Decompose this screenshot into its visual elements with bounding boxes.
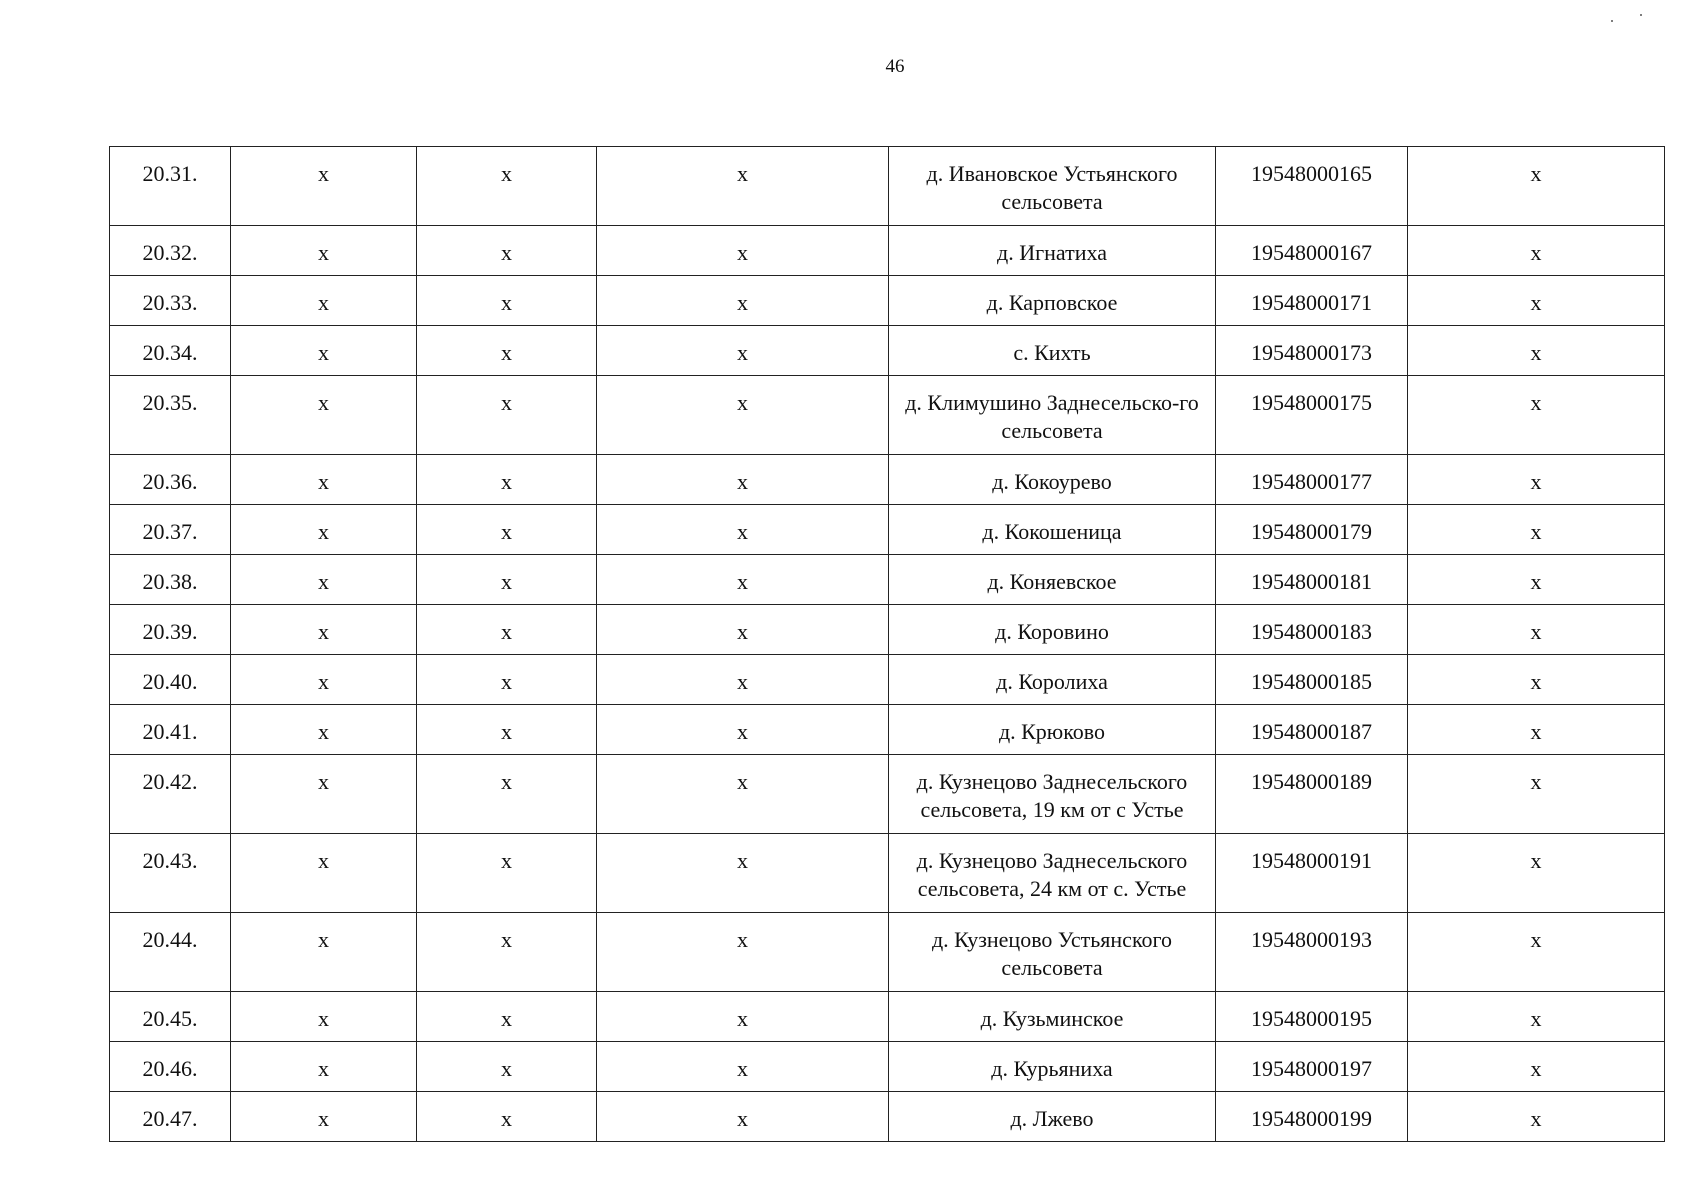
oktmo-code-cell: 19548000191 — [1216, 834, 1408, 913]
x-mark-cell: х — [597, 992, 889, 1042]
x-mark-cell: х — [1408, 755, 1665, 834]
x-mark-cell: х — [1408, 913, 1665, 992]
row-number-cell: 20.34. — [110, 326, 231, 376]
oktmo-code-cell: 19548000173 — [1216, 326, 1408, 376]
settlement-name-cell: д. Ивановское Устьянского сельсовета — [889, 147, 1216, 226]
row-number-cell: 20.39. — [110, 605, 231, 655]
table-row — [110, 376, 1665, 455]
x-mark-cell: х — [231, 705, 417, 755]
row-number-cell: 20.31. — [110, 147, 231, 226]
x-mark-cell: х — [1408, 605, 1665, 655]
x-mark-cell: х — [417, 834, 597, 913]
oktmo-code-cell: 19548000199 — [1216, 1092, 1408, 1142]
row-number-cell: 20.43. — [110, 834, 231, 913]
settlement-name-cell: д. Лжево — [889, 1092, 1216, 1142]
oktmo-code-cell: 19548000197 — [1216, 1042, 1408, 1092]
x-mark-cell: х — [1408, 834, 1665, 913]
x-mark-cell: х — [1408, 992, 1665, 1042]
x-mark-cell: х — [1408, 555, 1665, 605]
x-mark-cell: х — [597, 913, 889, 992]
row-number-cell: 20.35. — [110, 376, 231, 455]
x-mark-cell: х — [1408, 1042, 1665, 1092]
x-mark-cell: х — [1408, 705, 1665, 755]
x-mark-cell: х — [231, 147, 417, 226]
oktmo-code-cell: 19548000181 — [1216, 555, 1408, 605]
row-number-cell: 20.42. — [110, 755, 231, 834]
x-mark-cell: х — [1408, 455, 1665, 505]
settlement-name-cell: д. Кузнецово Заднесельского сельсовета, 19 км от с Устье — [889, 755, 1216, 834]
table-row — [110, 1092, 1665, 1142]
table-row — [110, 1042, 1665, 1092]
settlement-name-cell: д. Коровино — [889, 605, 1216, 655]
x-mark-cell: х — [1408, 376, 1665, 455]
x-mark-cell: х — [597, 226, 889, 276]
oktmo-code-cell: 19548000175 — [1216, 376, 1408, 455]
x-mark-cell: х — [417, 1042, 597, 1092]
table-body — [110, 147, 1665, 1142]
oktmo-code-cell: 19548000167 — [1216, 226, 1408, 276]
x-mark-cell: х — [1408, 655, 1665, 705]
table-row — [110, 834, 1665, 913]
settlement-name-cell: д. Королиха — [889, 655, 1216, 705]
x-mark-cell: х — [417, 605, 597, 655]
x-mark-cell: х — [417, 655, 597, 705]
x-mark-cell: х — [231, 505, 417, 555]
x-mark-cell: х — [1408, 326, 1665, 376]
table-row — [110, 705, 1665, 755]
row-number-cell: 20.45. — [110, 992, 231, 1042]
settlement-table — [109, 146, 1665, 1142]
oktmo-code-cell: 19548000185 — [1216, 655, 1408, 705]
x-mark-cell: х — [417, 1092, 597, 1142]
settlement-name-cell: д. Крюково — [889, 705, 1216, 755]
x-mark-cell: х — [1408, 1092, 1665, 1142]
settlement-name-cell: д. Кузьминское — [889, 992, 1216, 1042]
table-row — [110, 326, 1665, 376]
page-number: 46 — [885, 56, 905, 77]
x-mark-cell: х — [231, 992, 417, 1042]
oktmo-code-cell: 19548000171 — [1216, 276, 1408, 326]
x-mark-cell: х — [597, 834, 889, 913]
settlement-name-cell: д. Кузнецово Устьянского сельсовета — [889, 913, 1216, 992]
x-mark-cell: х — [597, 555, 889, 605]
settlement-name-cell: д. Карповское — [889, 276, 1216, 326]
x-mark-cell: х — [597, 605, 889, 655]
x-mark-cell: х — [231, 455, 417, 505]
x-mark-cell: х — [1408, 276, 1665, 326]
oktmo-code-cell: 19548000179 — [1216, 505, 1408, 555]
x-mark-cell: х — [417, 505, 597, 555]
table-row — [110, 992, 1665, 1042]
oktmo-code-cell: 19548000177 — [1216, 455, 1408, 505]
table-row — [110, 555, 1665, 605]
table-row — [110, 226, 1665, 276]
table-row — [110, 276, 1665, 326]
settlement-name-cell: д. Кокоурево — [889, 455, 1216, 505]
x-mark-cell: х — [231, 605, 417, 655]
oktmo-code-cell: 19548000187 — [1216, 705, 1408, 755]
x-mark-cell: х — [231, 1092, 417, 1142]
x-mark-cell: х — [231, 276, 417, 326]
row-number-cell: 20.33. — [110, 276, 231, 326]
settlement-name-cell: с. Кихть — [889, 326, 1216, 376]
row-number-cell: 20.44. — [110, 913, 231, 992]
x-mark-cell: х — [417, 913, 597, 992]
x-mark-cell: х — [231, 1042, 417, 1092]
x-mark-cell: х — [417, 326, 597, 376]
scan-speck — [1611, 20, 1613, 22]
row-number-cell: 20.37. — [110, 505, 231, 555]
scan-speck — [1640, 14, 1642, 16]
table-row — [110, 605, 1665, 655]
table-row — [110, 655, 1665, 705]
x-mark-cell: х — [231, 913, 417, 992]
row-number-cell: 20.36. — [110, 455, 231, 505]
x-mark-cell: х — [417, 555, 597, 605]
oktmo-code-cell: 19548000193 — [1216, 913, 1408, 992]
oktmo-code-cell: 19548000165 — [1216, 147, 1408, 226]
x-mark-cell: х — [597, 655, 889, 705]
x-mark-cell: х — [417, 992, 597, 1042]
row-number-cell: 20.46. — [110, 1042, 231, 1092]
row-number-cell: 20.47. — [110, 1092, 231, 1142]
row-number-cell: 20.41. — [110, 705, 231, 755]
x-mark-cell: х — [231, 755, 417, 834]
row-number-cell: 20.40. — [110, 655, 231, 705]
row-number-cell: 20.32. — [110, 226, 231, 276]
table-row — [110, 913, 1665, 992]
table-row — [110, 147, 1665, 226]
x-mark-cell: х — [597, 147, 889, 226]
table-row — [110, 755, 1665, 834]
x-mark-cell: х — [231, 834, 417, 913]
oktmo-code-cell: 19548000195 — [1216, 992, 1408, 1042]
x-mark-cell: х — [597, 376, 889, 455]
x-mark-cell: х — [417, 455, 597, 505]
x-mark-cell: х — [1408, 505, 1665, 555]
x-mark-cell: х — [1408, 226, 1665, 276]
x-mark-cell: х — [597, 326, 889, 376]
x-mark-cell: х — [417, 755, 597, 834]
settlement-name-cell: д. Климушино Заднесельско-го сельсовета — [889, 376, 1216, 455]
x-mark-cell: х — [231, 655, 417, 705]
row-number-cell: 20.38. — [110, 555, 231, 605]
x-mark-cell: х — [597, 705, 889, 755]
x-mark-cell: х — [417, 376, 597, 455]
settlement-name-cell: д. Кокошеница — [889, 505, 1216, 555]
x-mark-cell: х — [597, 505, 889, 555]
oktmo-code-cell: 19548000183 — [1216, 605, 1408, 655]
x-mark-cell: х — [597, 1092, 889, 1142]
x-mark-cell: х — [231, 326, 417, 376]
settlement-name-cell: д. Курьяниха — [889, 1042, 1216, 1092]
x-mark-cell: х — [231, 376, 417, 455]
x-mark-cell: х — [597, 1042, 889, 1092]
settlement-name-cell: д. Игнатиха — [889, 226, 1216, 276]
settlement-name-cell: д. Коняевское — [889, 555, 1216, 605]
x-mark-cell: х — [597, 755, 889, 834]
x-mark-cell: х — [231, 226, 417, 276]
x-mark-cell: х — [597, 276, 889, 326]
x-mark-cell: х — [417, 226, 597, 276]
settlement-name-cell: д. Кузнецово Заднесельского сельсовета, 24 км от с. Устье — [889, 834, 1216, 913]
x-mark-cell: х — [417, 147, 597, 226]
table-row — [110, 505, 1665, 555]
x-mark-cell: х — [417, 276, 597, 326]
x-mark-cell: х — [417, 705, 597, 755]
x-mark-cell: х — [231, 555, 417, 605]
x-mark-cell: х — [1408, 147, 1665, 226]
oktmo-code-cell: 19548000189 — [1216, 755, 1408, 834]
table-row — [110, 455, 1665, 505]
x-mark-cell: х — [597, 455, 889, 505]
